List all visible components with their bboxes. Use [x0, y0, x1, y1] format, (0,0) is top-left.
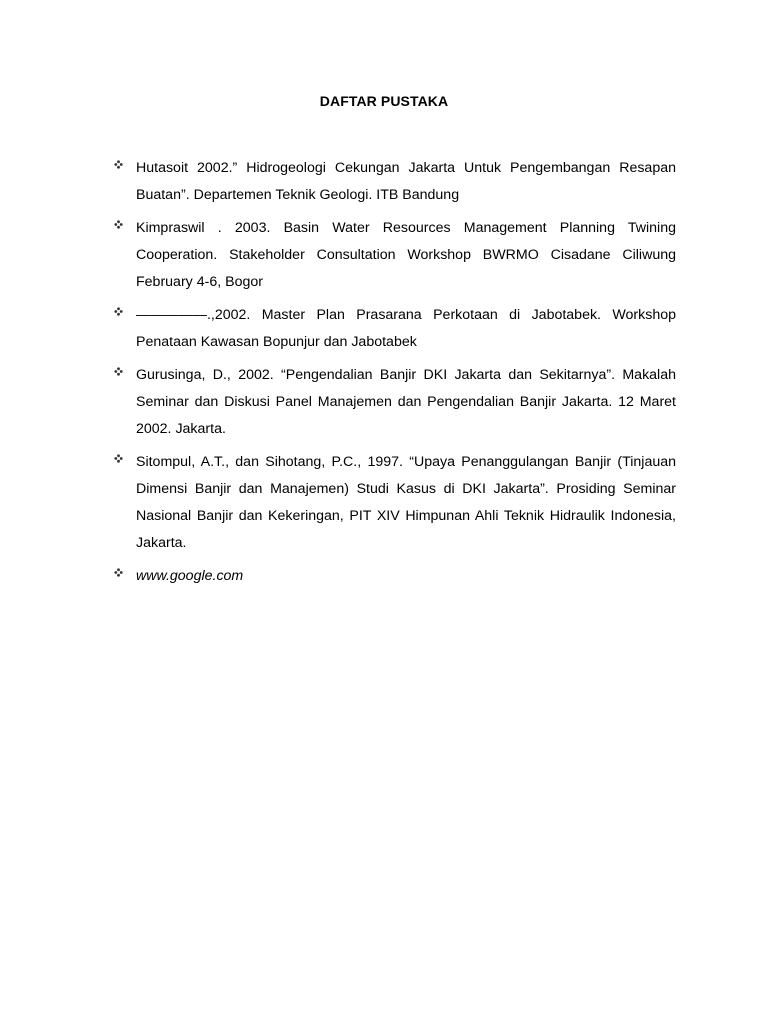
reference-text: Sitompul, A.T., dan Sihotang, P.C., 1997. “Upaya Penanggulangan Banjir (Tinjauan Dimensi Banjir dan Manajemen) Studi Kasus di DKI Jakarta”. Prosiding Seminar Nasional Banjir dan Kekeringan, PIT XIV Himpunan Ahli Teknik Hidraulik Indonesia, Jakarta. — [136, 454, 676, 551]
reference-item — [114, 302, 676, 356]
reference-link[interactable]: www.google.com — [136, 568, 244, 584]
reference-item — [114, 449, 676, 557]
flower-bullet-icon — [114, 563, 124, 590]
reference-text: Kimpraswil . 2003. Basin Water Resources Management Planning Twining Cooperation. Stakeholder Consultation Workshop BWRMO Cisadane Ciliwung February 4-6, Bogor — [136, 220, 676, 290]
flower-bullet-icon — [114, 155, 124, 182]
flower-bullet-icon — [114, 302, 124, 329]
flower-bullet-icon — [114, 449, 124, 476]
reference-text: Gurusinga, D., 2002. “Pengendalian Banjir DKI Jakarta dan Sekitarnya”. Makalah Seminar dan Diskusi Panel Manajemen dan Pengendalian Banjir Jakarta. 12 Maret 2002. Jakarta. — [136, 367, 676, 437]
reference-text: —————.,2002. Master Plan Prasarana Perkotaan di Jabotabek. Workshop Penataan Kawasan Bopunjur dan Jabotabek — [136, 307, 676, 350]
reference-item — [114, 563, 676, 590]
reference-item — [114, 215, 676, 296]
reference-text: Hutasoit 2002.” Hidrogeologi Cekungan Jakarta Untuk Pengembangan Resapan Buatan”. Departemen Teknik Geologi. ITB Bandung — [136, 160, 676, 203]
flower-bullet-icon — [114, 215, 124, 242]
reference-item — [114, 155, 676, 209]
flower-bullet-icon — [114, 362, 124, 389]
page-title: DAFTAR PUSTAKA — [319, 93, 449, 109]
reference-item — [114, 362, 676, 443]
reference-list — [114, 155, 676, 596]
